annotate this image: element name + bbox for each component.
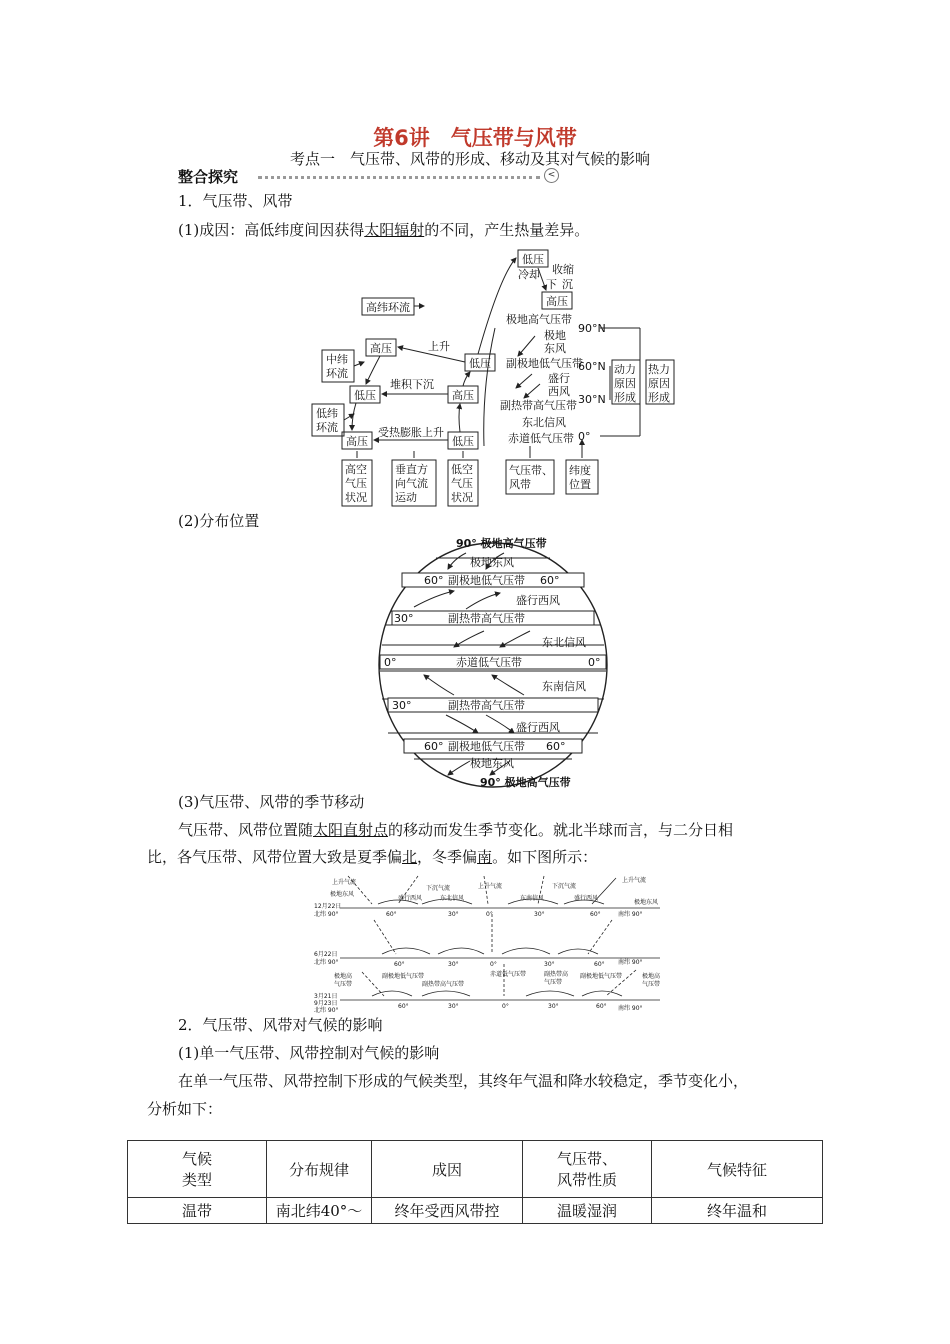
cause-paragraph [178, 219, 589, 241]
s-r3-t1: 30° [448, 1003, 459, 1010]
seasonal-diagram [312, 874, 668, 1014]
lat-60n: 60°N [578, 360, 606, 373]
cell-cause: 终年受西风带控 [372, 1198, 523, 1224]
b4-2: 风带 [509, 478, 531, 491]
globe-diagram [374, 533, 612, 793]
th-type-b: 类型 [181, 1171, 212, 1189]
row-polar-high-s: 90° 极地高气压带 [480, 776, 571, 789]
box-low-right-top: 低压 [469, 357, 491, 370]
b4-1: 气压带、 [509, 464, 553, 477]
s-r1-6: 东南信风 [520, 895, 545, 902]
lat-60-sl: 60° [424, 740, 444, 753]
s-r3-north: 北纬 90° [314, 1007, 339, 1014]
row-se-trade: 东南信风 [542, 680, 586, 693]
s-r1-t3: 30° [534, 911, 545, 918]
s-r2-t4: 60° [594, 961, 605, 968]
section-banner [178, 166, 558, 186]
row-west-n: 盛行西风 [516, 594, 560, 607]
th-cause: 成因 [372, 1141, 523, 1198]
seasonal-paragraph-1 [178, 819, 733, 841]
s-r3-date1: 3月21日 [314, 993, 338, 1000]
table-row [128, 1198, 823, 1224]
lat-30n: 30°N [578, 393, 606, 406]
b5-1: 纬度 [569, 464, 591, 477]
s-r1-south: 南纬 90° [618, 911, 643, 918]
dyn-1: 动力 [614, 363, 636, 376]
s-r1-8: 盛行西风 [574, 895, 599, 902]
box-low-right-bot: 低压 [452, 435, 474, 448]
label-down: 下 [546, 278, 557, 291]
label-expand: 受热膨胀上升 [378, 426, 444, 439]
s-r2-t3: 30° [544, 961, 555, 968]
belt-west1: 盛行 [548, 372, 570, 385]
lat-60-nl: 60° [424, 574, 444, 587]
row-polar-east-s: 极地东风 [470, 757, 514, 770]
label-shrink: 收缩 [552, 263, 574, 276]
heading-distribution: (2)分布位置 [178, 512, 260, 530]
belt-polar-e2: 东风 [544, 342, 566, 355]
b3-1: 低空 [451, 463, 473, 476]
label-sink2: 沉 [562, 278, 573, 291]
heading-1: 1．气压带、风带 [178, 192, 293, 210]
underlined-term: 太阳辐射 [364, 221, 425, 239]
s-r3-9: 气压带 [642, 981, 661, 988]
s-r2-south: 南纬 90° [618, 959, 643, 966]
box-low-left-mid: 低压 [354, 389, 376, 402]
th-nature-a: 气压带、 [556, 1150, 617, 1168]
climate-table [127, 1140, 823, 1224]
th-nature [523, 1141, 652, 1198]
heading-2: 2．气压带、风带对气候的影响 [178, 1016, 383, 1034]
s-r3-t4: 60° [596, 1003, 607, 1010]
row-polar-high-n: 90° 极地高气压带 [456, 537, 547, 550]
cell-feature: 终年温和 [652, 1198, 823, 1224]
lat-30-n: 30° [394, 612, 414, 625]
b5-2: 位置 [569, 478, 591, 491]
label-low2: 环流 [316, 421, 338, 434]
text: 气压带、风带位置随 [178, 821, 314, 839]
lat-90n: 90°N [578, 322, 606, 335]
label-low1: 低纬 [316, 407, 338, 420]
s-r1-5: 上升气流 [478, 883, 503, 890]
belt-subpolar-low: 副极地低气压带 [506, 357, 583, 370]
row-subpolar-n: 副极地低气压带 [448, 574, 525, 587]
s-r2-t2: 0° [490, 961, 497, 968]
b3-3: 状况 [451, 491, 473, 504]
b2-2: 向气流 [395, 477, 428, 490]
box-pole-low: 低压 [522, 253, 544, 266]
label-mid1: 中纬 [326, 353, 348, 366]
lat-0-l: 0° [384, 656, 397, 669]
underlined-south: 南 [477, 848, 493, 866]
formation-diagram [300, 246, 690, 510]
s-r3-1: 气压带 [334, 981, 353, 988]
box-high-left-bot: 高压 [346, 435, 368, 448]
s-r3-0: 极地高 [334, 973, 353, 980]
s-r1-t2: 0° [486, 911, 493, 918]
lat-30-s: 30° [392, 699, 412, 712]
th-nature-b: 风带性质 [556, 1171, 617, 1189]
s-r3-8: 极地高 [642, 973, 661, 980]
text: (1)成因：高低纬度间因获得 [178, 221, 365, 239]
row-equator: 赤道低气压带 [456, 656, 522, 669]
s-r3-3: 副热带高气压带 [422, 981, 465, 988]
chevron-left-icon: < [544, 168, 559, 183]
cell-type: 温带 [128, 1198, 267, 1224]
therm-2: 原因 [648, 377, 670, 390]
s-r1-0: 上升气流 [332, 879, 357, 886]
label-cool: 冷却 [518, 268, 540, 281]
s-r1-9: 上升气流 [622, 877, 647, 884]
lat-0: 0° [578, 430, 591, 443]
row-subpolar-s: 副极地低气压带 [448, 740, 525, 753]
belt-polar-e1: 极地 [544, 329, 566, 342]
text: 的移动而发生季节变化。就北半球而言，与二分日相 [388, 821, 734, 839]
s-r3-south: 南纬 90° [618, 1005, 643, 1012]
s-r3-t3: 30° [548, 1003, 559, 1010]
box-pole-high: 高压 [546, 295, 568, 308]
text: 的不同，产生热量差异。 [424, 221, 590, 239]
s-r1-2: 盛行西风 [398, 895, 423, 902]
label-rise: 上升 [428, 340, 450, 353]
s-r1-4: 东北信风 [440, 895, 465, 902]
s-r3-6: 气压带 [544, 979, 563, 986]
b3-2: 气压 [451, 477, 473, 490]
row-subtropic-s: 副热带高气压带 [448, 699, 525, 712]
s-r3-date2: 9月23日 [314, 1000, 338, 1007]
belt-polar-high: 极地高气压带 [506, 313, 572, 326]
heading-seasonal: (3)气压带、风带的季节移动 [178, 793, 365, 811]
s-r1-t4: 60° [590, 911, 601, 918]
cell-nature: 温暖湿润 [523, 1198, 652, 1224]
lat-0-r: 0° [588, 656, 601, 669]
s-r1-1: 极地东风 [330, 891, 355, 898]
s-r3-7: 副极地低气压带 [580, 973, 623, 980]
dyn-3: 形成 [614, 391, 636, 404]
belt-ne-trade: 东北信风 [522, 416, 566, 429]
s-r2-t0: 60° [394, 961, 405, 968]
s-r2-north: 北纬 90° [314, 959, 339, 966]
label-sink: 堆积下沉 [390, 378, 434, 391]
s-r3-5: 副热带高 [544, 971, 569, 978]
dotted-divider [258, 176, 540, 179]
climate-paragraph-1: 在单一气压带、风带控制下形成的气候类型，其终年气温和降水较稳定，季节变化小， [178, 1072, 749, 1090]
s-r1-7: 下沉气流 [552, 883, 577, 890]
s-r3-4: 赤道低气压带 [490, 971, 527, 978]
lat-60-nr: 60° [540, 574, 560, 587]
therm-3: 形成 [648, 391, 670, 404]
s-r1-date: 12月22日 [314, 903, 342, 910]
row-polar-east-n: 极地东风 [470, 556, 514, 569]
s-r3-2: 副极地低气压带 [382, 973, 425, 980]
text: 。如下图所示： [492, 848, 598, 866]
underlined-north: 北 [402, 848, 418, 866]
box-high-right-mid: 高压 [452, 389, 474, 402]
belt-equator-low: 赤道低气压带 [508, 432, 574, 445]
belt-west2: 西风 [548, 385, 570, 398]
row-ne-trade: 东北信风 [542, 636, 586, 649]
b2-3: 运动 [395, 491, 417, 504]
b1-1: 高空 [345, 463, 367, 476]
section-label: 整合探究 [178, 168, 239, 186]
dyn-2: 原因 [614, 377, 636, 390]
label-high-lat: 高纬环流 [366, 301, 410, 314]
heading-2-1: (1)单一气压带、风带控制对气候的影响 [178, 1044, 440, 1062]
s-r2-t1: 30° [448, 961, 459, 968]
b2-1: 垂直方 [395, 463, 428, 476]
topic-subtitle: 考点一 气压带、风带的形成、移动及其对气候的影响 [290, 150, 651, 168]
th-type-a: 气候 [181, 1150, 212, 1168]
text: 比，各气压带、风带位置大致是夏季偏 [147, 848, 403, 866]
s-r1-t1: 30° [448, 911, 459, 918]
underlined-term: 太阳直射点 [313, 821, 389, 839]
lat-60-sr: 60° [546, 740, 566, 753]
th-distribution: 分布规律 [267, 1141, 372, 1198]
s-r1-t0: 60° [386, 911, 397, 918]
seasonal-paragraph-2 [147, 846, 597, 868]
row-subtropic-n: 副热带高气压带 [448, 612, 525, 625]
therm-1: 热力 [648, 363, 670, 376]
text: ，冬季偏 [417, 848, 478, 866]
th-feature: 气候特征 [652, 1141, 823, 1198]
s-r1-3: 下沉气流 [426, 885, 451, 892]
row-west-s: 盛行西风 [516, 721, 560, 734]
climate-paragraph-2: 分析如下： [147, 1100, 223, 1118]
page-title: 第6讲 气压带与风带 [373, 126, 577, 150]
box-high-left-top: 高压 [370, 342, 392, 355]
s-r3-t0: 60° [398, 1003, 409, 1010]
label-mid2: 环流 [326, 367, 348, 380]
s-r2-date: 6月22日 [314, 951, 338, 958]
table-header-row [128, 1141, 823, 1198]
b1-2: 气压 [345, 477, 367, 490]
belt-subtropic-high: 副热带高气压带 [500, 399, 577, 412]
cell-distribution: 南北纬40°～ [267, 1198, 372, 1224]
s-r1-10: 极地东风 [634, 899, 659, 906]
b1-3: 状况 [345, 491, 367, 504]
s-r1-north: 北纬 90° [314, 911, 339, 918]
s-r3-t2: 0° [502, 1003, 509, 1010]
th-type [128, 1141, 267, 1198]
